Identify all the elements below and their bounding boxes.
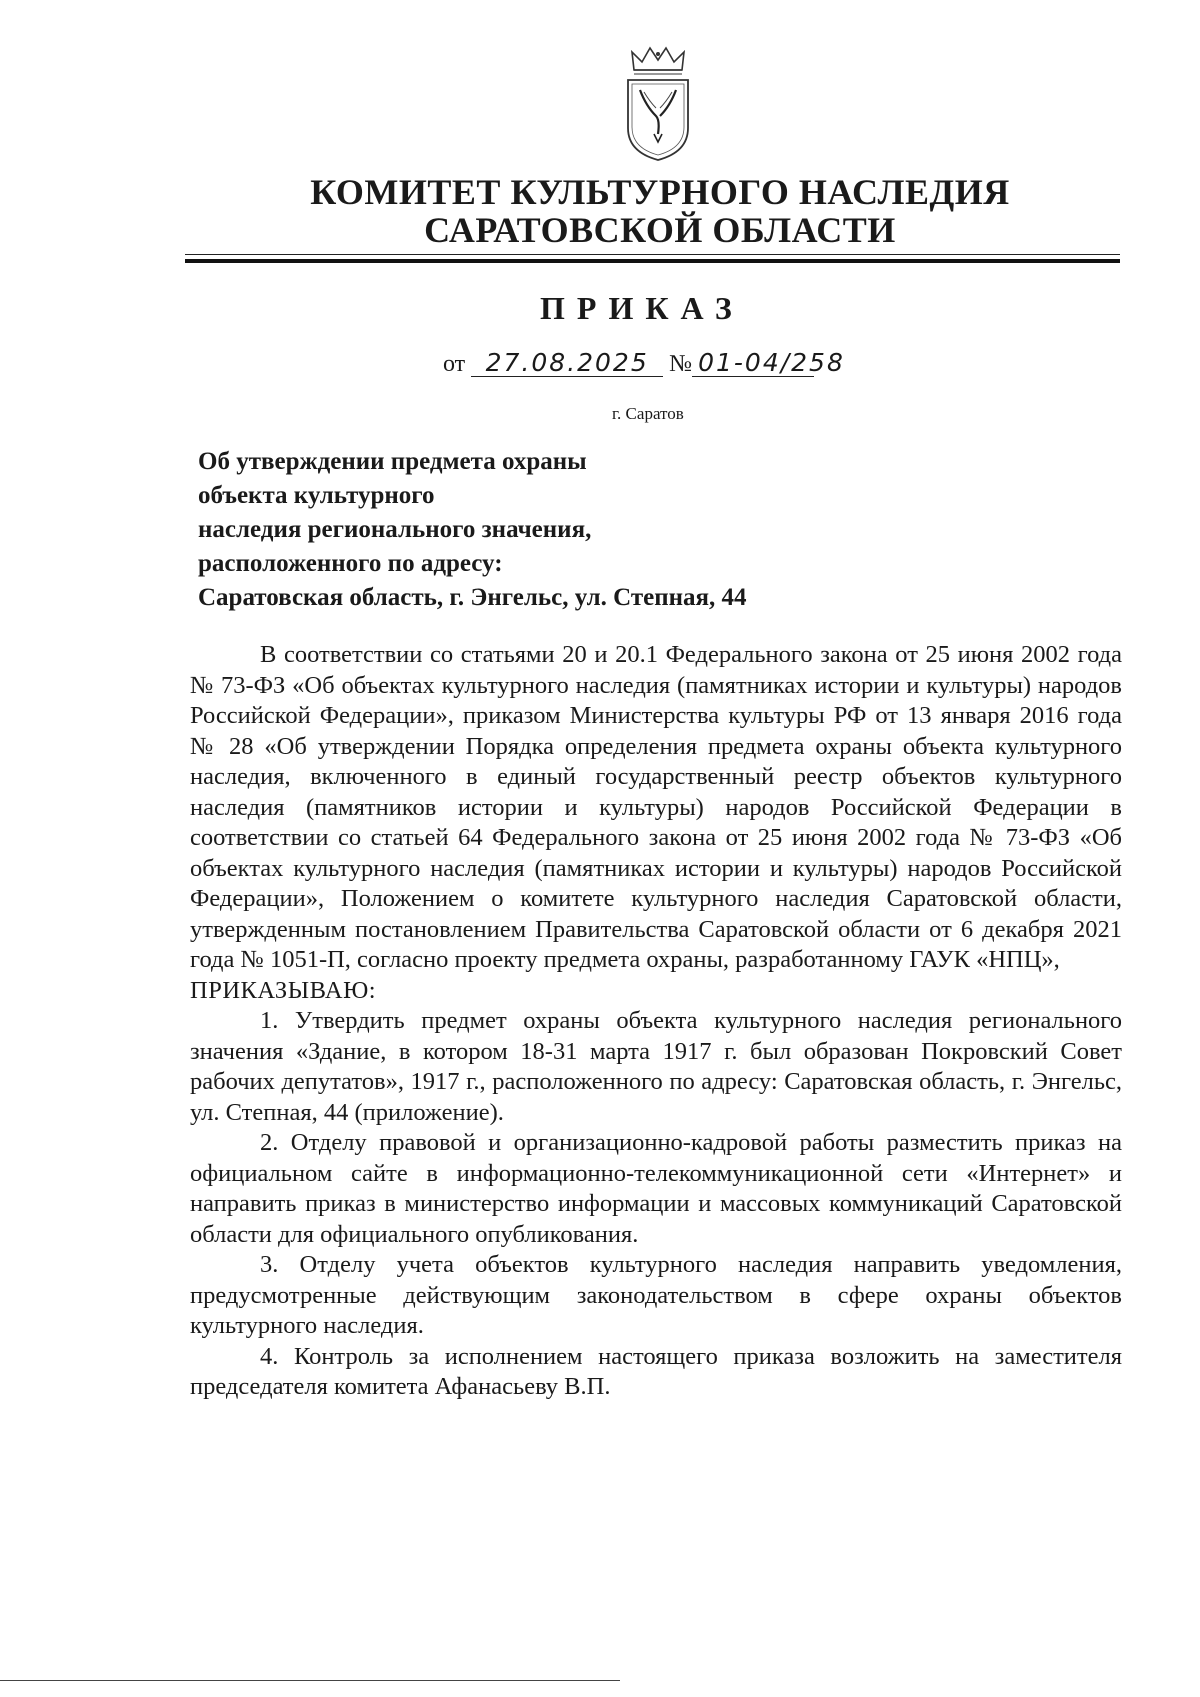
order-item: 2. Отделу правовой и организационно-кадровой работы разместить приказ на официальном сайте в информационно-телекоммуникационной сети «Интернет» и направить приказ в министерство информации и массовых коммуникаций Саратовской области для официального опубликования.	[190, 1129, 1122, 1248]
order-number: 01-04/258	[692, 350, 814, 377]
order-date: 27.08.2025	[471, 350, 663, 377]
subject-line: объекта культурного	[198, 482, 435, 509]
order-item: 4. Контроль за исполнением настоящего приказа возложить на заместителя председателя комитета Афанасьеву В.П.	[190, 1342, 1122, 1400]
subject-line: расположенного по адресу:	[198, 550, 503, 577]
subject-line: Саратовская область, г. Энгельс, ул. Степная, 44	[198, 584, 747, 611]
subject-heading	[198, 445, 747, 615]
document-body	[190, 640, 1122, 1403]
number-prefix: №	[669, 351, 693, 377]
header-divider-thin	[185, 254, 1120, 255]
subject-line: Об утверждении предмета охраны	[198, 448, 587, 475]
date-prefix: от	[443, 351, 466, 377]
order-directive: ПРИКАЗЫВАЮ:	[190, 976, 377, 1004]
organization-name-line1: КОМИТЕТ КУЛЬТУРНОГО НАСЛЕДИЯ	[310, 172, 1010, 212]
preamble-text: В соответствии со статьями 20 и 20.1 Федерального закона от 25 июня 2002 года № 73-ФЗ «Об объектах культурного наследия (памятниках истории и культуры) народов Российской Федерации», приказом Министерства культуры РФ от 13 января 2016 года № 28 «Об утверждении Порядка определения предмета охраны объекта культурного наследия, включенного в единый государственный реестр объектов культурного наследия (памятников истории и культуры) народов Российской Федерации в соответствии со статьей 64 Федерального закона от 25 июня 2002 года № 73-ФЗ «Об объектах культурного наследия (памятниках истории и культуры) народов Российской Федерации», Положением о комитете культурного наследия Саратовской области, утвержденным постановлением Правительства Саратовской области от 6 декабря 2021 года № 1051-П, согласно проекту предмета охраны, разработанному ГАУК «НПЦ»,	[190, 641, 1122, 973]
subject-line: наследия регионального значения,	[198, 516, 592, 543]
organization-name-line2: САРАТОВСКОЙ ОБЛАСТИ	[424, 210, 896, 250]
header-divider-thick	[185, 259, 1120, 263]
saratov-coat-of-arms-icon	[620, 44, 696, 164]
preamble-paragraph	[190, 640, 1122, 1006]
date-number-line	[443, 348, 845, 378]
city: г. Саратов	[612, 404, 684, 423]
document-title: ПРИКАЗ	[540, 290, 744, 326]
page-bottom-edge	[0, 1680, 620, 1681]
order-item: 1. Утвердить предмет охраны объекта культурного наследия регионального значения «Здание, в котором 18-31 марта 1917 г. был образован Покровский Совет рабочих депутатов», 1917 г., расположенного по адресу: Саратовская область, г. Энгельс, ул. Степная, 44 (приложение).	[190, 1007, 1122, 1126]
order-item: 3. Отделу учета объектов культурного наследия направить уведомления, предусмотренные действующим законодательством в сфере охраны объектов культурного наследия.	[190, 1251, 1122, 1339]
